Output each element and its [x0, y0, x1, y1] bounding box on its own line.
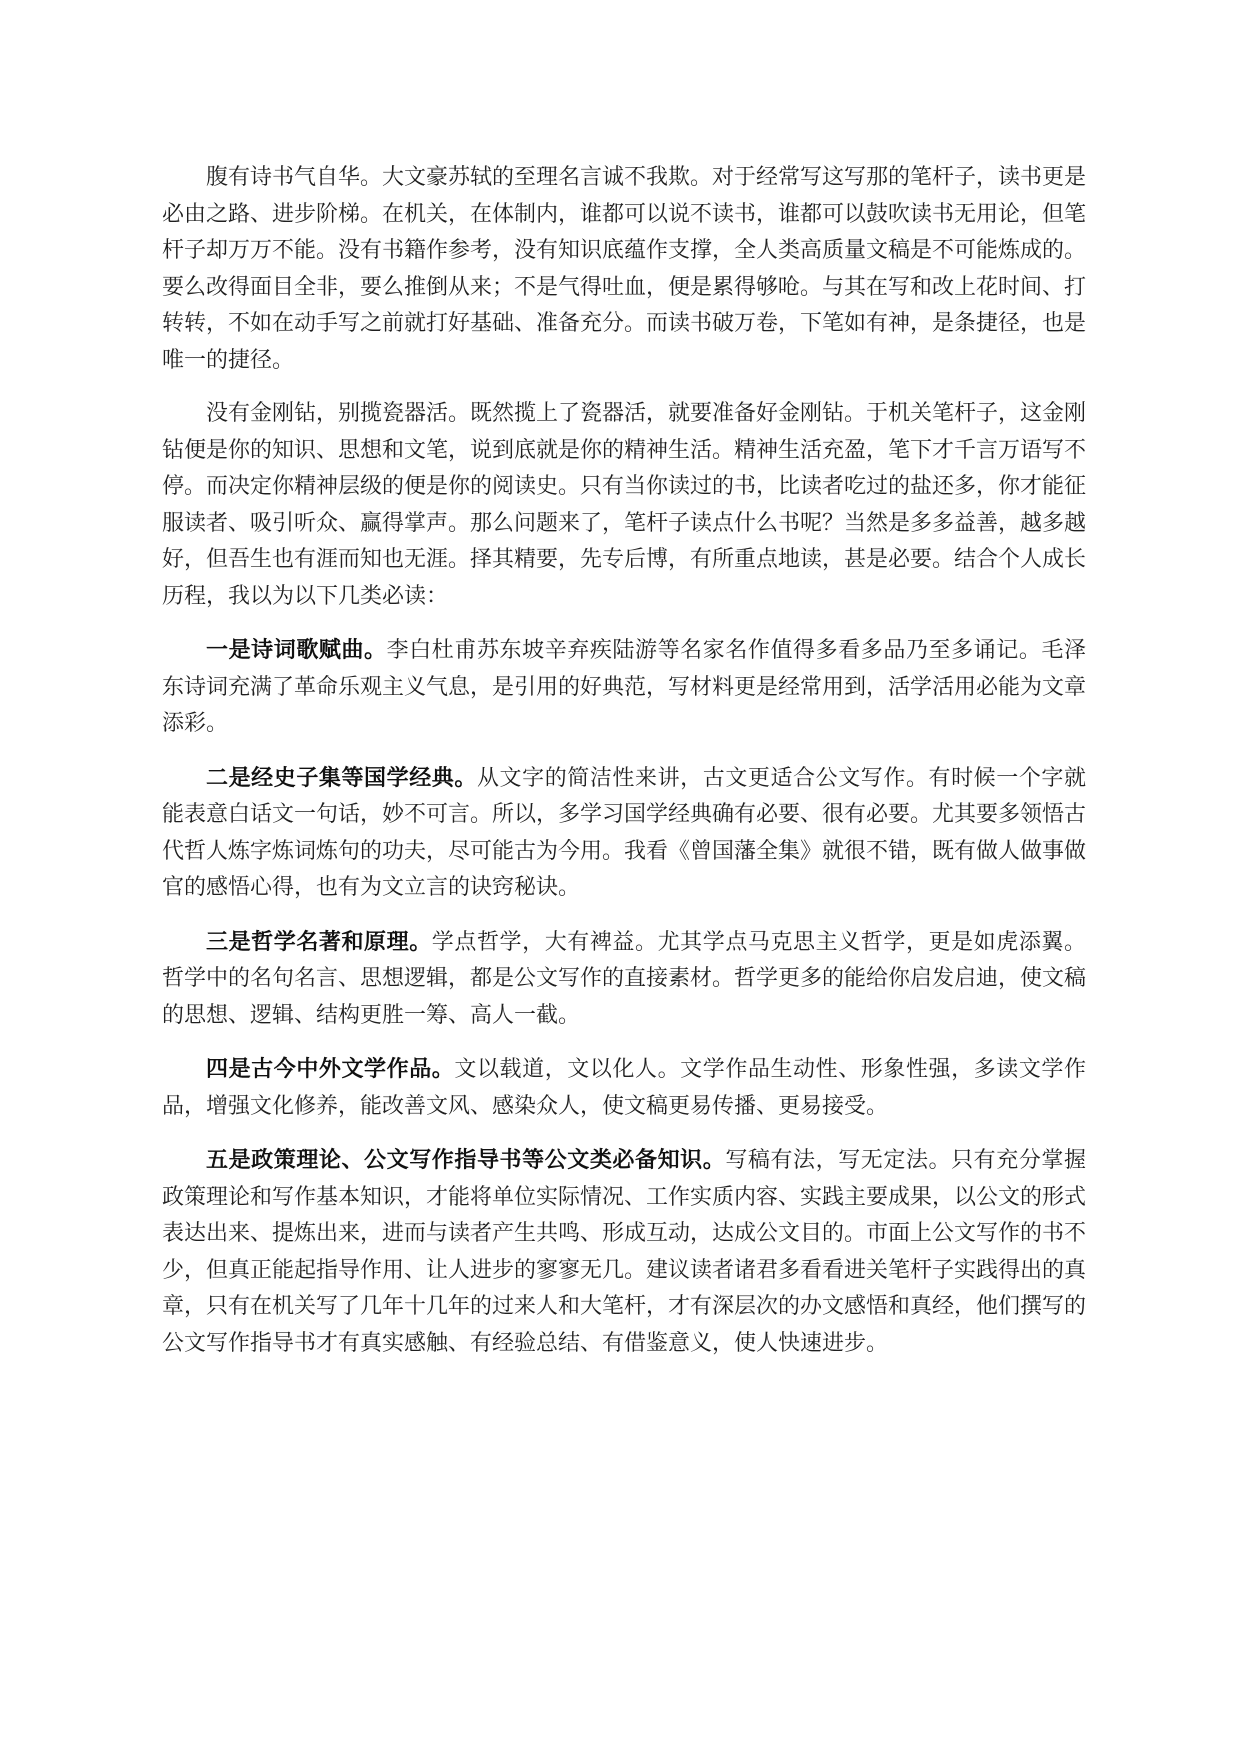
paragraph-text: 没有金刚钻，别揽瓷器活。既然揽上了瓷器活，就要准备好金刚钻。于机关笔杆子，这金刚钻便是你的知识、思想和文笔，说到底就是你的精神生活。精神生活充盈，笔下才千言万语写不停。而决定你精神层级的便是你的阅读史。只有当你读过的书，比读者吃过的盐还多，你才能征服读者、吸引听众、赢得掌声。那么问题来了，笔杆子读点什么书呢？当然是多多益善，越多越好，但吾生也有涯而知也无涯。择其精要，先专后博，有所重点地读，甚是必要。结合个人成长历程，我以为以下几类必读： [162, 401, 1087, 609]
paragraph-poetry [162, 632, 1086, 743]
paragraph-text: 从文字的简洁性来讲，古文更适合公文写作。有时候一个字就能表意白话文一句话，妙不可言。所以，多学习国学经典确有必要、很有必要。尤其要多领悟古代哲人炼字炼词炼句的功夫，尽可能古为今用。我看《曾国藩全集》就很不错，既有做人做事做官的感悟心得，也有为文立言的诀窍秘诀。 [162, 765, 1087, 900]
paragraph-text: 写稿有法，写无定法。只有充分掌握政策理论和写作基本知识，才能将单位实际情况、工作实质内容、实践主要成果，以公文的形式表达出来、提炼出来，进而与读者产生共鸣、形成互动，达成公文目的。市面上公文写作的书不少，但真正能起指导作用、让人进步的寥寥无几。建议读者诸君多看看进关笔杆子实践得出的真章，只有在机关写了几年十几年的过来人和大笔杆，才有深层次的办文感悟和真经，他们撰写的公文写作指导书才有真实感触、有经验总结、有借鉴意义，使人快速进步。 [162, 1148, 1087, 1356]
document-page [162, 160, 1086, 1379]
paragraph-lead-heading: 四是古今中外文学作品。 [206, 1056, 455, 1082]
paragraph-lead-heading: 一是诗词歌赋曲。 [206, 637, 387, 663]
paragraph-diamond-drill [162, 396, 1086, 615]
paragraph-intro [162, 160, 1086, 379]
paragraph-literature [162, 1051, 1086, 1125]
paragraph-lead-heading: 三是哲学名著和原理。 [206, 928, 432, 955]
paragraph-lead-heading: 二是经史子集等国学经典。 [206, 764, 477, 791]
paragraph-classics [162, 760, 1086, 907]
paragraph-text: 李白杜甫苏东坡辛弃疾陆游等名家名作值得多看多品乃至多诵记。毛泽东诗词充满了革命乐观主义气息，是引用的好典范，写材料更是经常用到，活学活用必能为文章添彩。 [162, 638, 1087, 736]
paragraph-philosophy [162, 924, 1086, 1035]
paragraph-text: 学点哲学，大有裨益。尤其学点马克思主义哲学，更是如虎添翼。哲学中的名句名言、思想逻辑，都是公文写作的直接素材。哲学更多的能给你启发启迪，使文稿的思想、逻辑、结构更胜一筹、高人一截。 [162, 929, 1087, 1028]
paragraph-text: 腹有诗书气自华。大文豪苏轼的至理名言诚不我欺。对于经常写这写那的笔杆子，读书更是必由之路、进步阶梯。在机关，在体制内，谁都可以说不读书，谁都可以鼓吹读书无用论，但笔杆子却万万不能。没有书籍作参考，没有知识底蕴作支撑，全人类高质量文稿是不可能炼成的。要么改得面目全非，要么推倒从来；不是气得吐血，便是累得够呛。与其在写和改上花时间、打转转，不如在动手写之前就打好基础、准备充分。而读书破万卷，下笔如有神，是条捷径，也是唯一的捷径。 [162, 165, 1087, 373]
paragraph-text: 文以载道，文以化人。文学作品生动性、形象性强，多读文学作品，增强文化修养，能改善文风、感染众人，使文稿更易传播、更易接受。 [162, 1057, 1086, 1119]
paragraph-policy-writing [162, 1142, 1086, 1362]
paragraph-lead-heading: 五是政策理论、公文写作指导书等公文类必备知识。 [206, 1147, 726, 1173]
